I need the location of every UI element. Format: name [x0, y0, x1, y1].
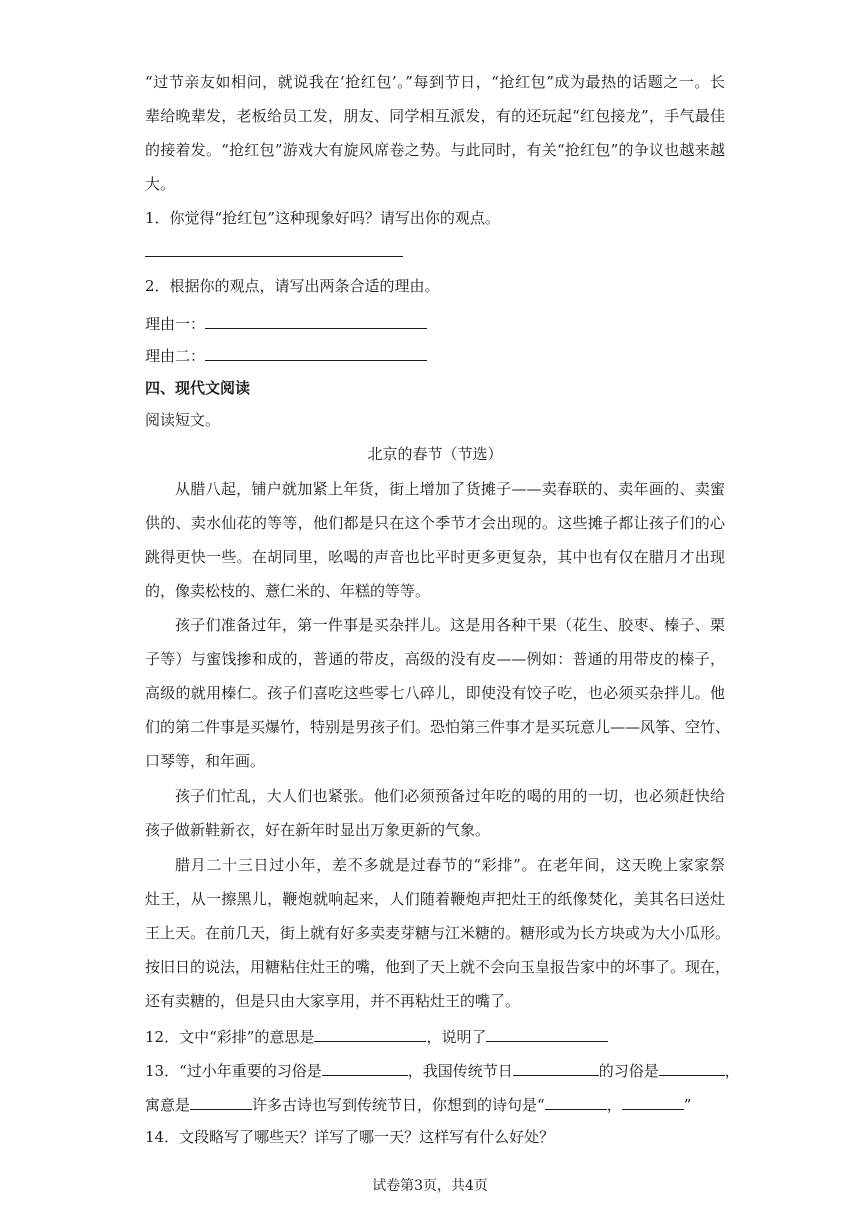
article-p4-line-3: 王上天。在前几天，街上就有好多卖麦芽糖与江米糖的。糖形或为长方块或为大小瓜形。: [145, 924, 731, 942]
article-p2-line-4: 们的第二件事是买爆竹，特别是男孩子们。恐怕第三件事才是买玩意儿——风筝、空竹、: [145, 718, 731, 736]
question-12: [145, 1025, 725, 1047]
q13-text-7: ，: [606, 1096, 622, 1114]
article-p4-line-1: 腊月二十三日过小年，差不多就是过春节的“彩排”。在老年间，这天晚上家家祭: [175, 856, 725, 874]
article-p3-line-1: 孩子们忙乱，大人们也紧张。他们必须预备过年吃的喝的用的一切，也必须赶快给: [175, 787, 725, 805]
reason-1-row: [145, 312, 725, 334]
question-14: 14．文段略写了哪些天？详写了哪一天？这样写有什么好处？: [145, 1128, 555, 1146]
intro-line-2: 辈给晚辈发，老板给员工发，朋友、同学相互派发，有的还玩起“红包接龙”，手气最佳: [145, 107, 725, 125]
article-p1-line-4: 的，像卖松枝的、薏仁米的、年糕的等等。: [145, 582, 431, 600]
intro-line-4: 大。: [145, 175, 176, 193]
reason-1-label: 理由一：: [145, 315, 206, 333]
reason-2-row: [145, 344, 725, 366]
article-p2-line-1: 孩子们准备过年，第一件事是买杂拌儿。这是用各种干果（花生、胶枣、榛子、栗: [175, 616, 725, 634]
q12-text-2: ，说明了: [426, 1028, 487, 1046]
section-heading: 四、现代文阅读: [145, 379, 251, 397]
q13-text-6: 许多古诗也写到传统节日，你想到的诗句是“: [252, 1096, 545, 1114]
question-2: 2．根据你的观点，请写出两条合适的理由。: [145, 277, 440, 295]
q13-text-2: ，我国传统节日: [407, 1062, 513, 1080]
question-1: 1．你觉得“抢红包”这种现象好吗？请写出你的观点。: [145, 209, 500, 227]
article-p4-line-5: 还有卖糖的，但是只由大家享用，并不再粘灶王的嘴了。: [145, 992, 521, 1010]
q12-blank-2[interactable]: [486, 1025, 608, 1042]
q12-blank-1[interactable]: [314, 1025, 426, 1042]
question-13-line-2: [145, 1093, 725, 1115]
q13-text-3: 的习俗是: [598, 1062, 659, 1080]
q13-blank-4[interactable]: [190, 1093, 252, 1110]
q13-blank-2[interactable]: [513, 1059, 599, 1076]
article-p2-line-3: 高级的就用榛仁。孩子们喜吃这些零七八碎儿，即使没有饺子吃，也必须买杂拌儿。他: [145, 684, 725, 702]
reading-instruction: 阅读短文。: [145, 411, 221, 429]
article-p4-line-2: 灶王，从一擦黑儿，鞭炮就响起来，人们随着鞭炮声把灶王的纸像焚化，美其名曰送灶: [145, 890, 725, 908]
q13-text-5: 寓意是: [145, 1096, 191, 1114]
reason-1-blank[interactable]: [205, 312, 427, 329]
article-p3-line-2: 孩子做新鞋新衣，好在新年时显出万象更新的气象。: [145, 821, 491, 839]
q13-text-4: ，: [724, 1062, 740, 1080]
q13-blank-3[interactable]: [659, 1059, 725, 1076]
q13-text-8: ”: [683, 1096, 692, 1114]
article-p1-line-2: 供的、卖水仙花的等等，他们都是只在这个季节才会出现的。这些摊子都让孩子们的心: [145, 514, 725, 532]
q12-text-1: 12．文中“彩排”的意思是: [145, 1028, 315, 1046]
article-p2-line-5: 口琴等，和年画。: [145, 752, 266, 770]
answer-blank-q1[interactable]: [145, 256, 403, 257]
article-p2-line-2: 子等）与蜜饯掺和成的，普通的带皮，高级的没有皮——例如：普通的用带皮的榛子，: [145, 650, 725, 668]
reason-2-label: 理由二：: [145, 347, 206, 365]
article-p1-line-3: 跳得更快一些。在胡同里，吆喝的声音也比平时更多更复杂，其中也有仅在腊月才出现: [145, 548, 725, 566]
reason-2-blank[interactable]: [205, 344, 427, 361]
q13-text-1: 13．“过小年重要的习俗是: [145, 1062, 322, 1080]
question-13-line-1: [145, 1059, 740, 1081]
article-p4-line-4: 按旧日的说法，用糖粘住灶王的嘴，他到了天上就不会向玉皇报告家中的坏事了。现在，: [145, 958, 731, 976]
article-p1-line-1: 从腊八起，铺户就加紧上年货，街上增加了货摊子——卖春联的、卖年画的、卖蜜: [175, 480, 725, 498]
page-footer: 试卷第3页，共4页: [372, 1178, 488, 1194]
q13-blank-1[interactable]: [322, 1059, 408, 1076]
intro-line-3: 的接着发。“抢红包”游戏大有旋风席卷之势。与此同时，有关“抢红包”的争议也越来越: [145, 141, 725, 159]
intro-line-1: “过节亲友如相问，就说我在‘抢红包’。”每到节日，“抢红包”成为最热的话题之一。长: [145, 73, 725, 91]
q13-blank-6[interactable]: [622, 1093, 684, 1110]
q13-blank-5[interactable]: [545, 1093, 607, 1110]
article-title: 北京的春节（节选）: [367, 445, 503, 463]
